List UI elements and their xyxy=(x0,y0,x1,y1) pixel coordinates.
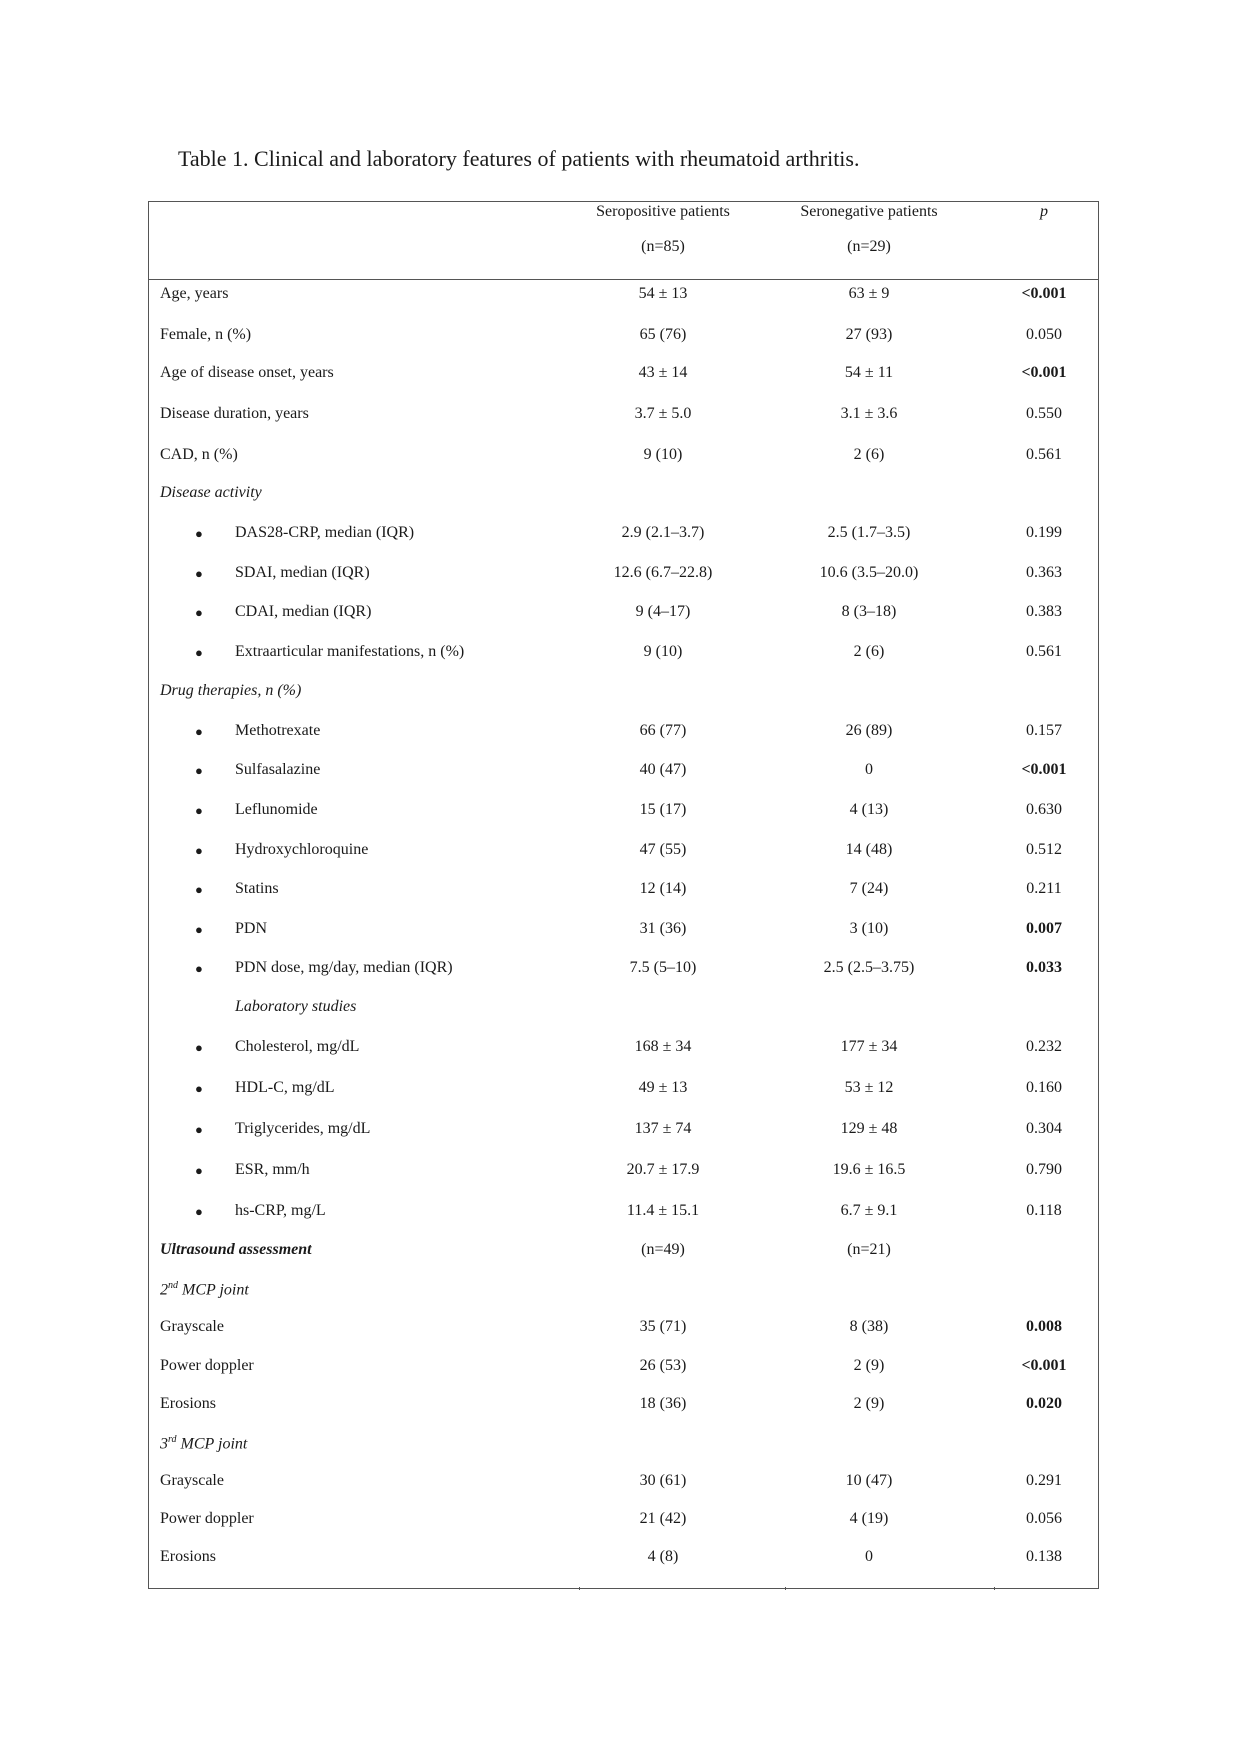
bullet-icon: ● xyxy=(195,566,203,581)
seropositive-value: 66 (77) xyxy=(639,722,687,739)
table-row xyxy=(149,920,1098,944)
bullet-icon: ● xyxy=(195,605,203,620)
seronegative-value: 0 xyxy=(865,1548,873,1565)
seronegative-value: 6.7 ± 9.1 xyxy=(840,1202,898,1219)
bullet-icon: ● xyxy=(195,1040,203,1055)
col-header-seronegative-n: (n=29) xyxy=(847,238,891,255)
table-row xyxy=(149,1161,1098,1185)
table-row xyxy=(149,564,1098,588)
seronegative-value: 53 ± 12 xyxy=(844,1079,894,1096)
seronegative-value: 7 (24) xyxy=(849,880,889,897)
seropositive-value: 15 (17) xyxy=(639,801,687,818)
table-row xyxy=(149,524,1098,548)
bullet-icon: ● xyxy=(195,803,203,818)
table-row xyxy=(149,364,1098,388)
row-label: Hydroxychloroquine xyxy=(235,841,369,858)
bullet-icon: ● xyxy=(195,645,203,660)
seronegative-value: 2.5 (2.5–3.75) xyxy=(823,959,915,976)
column-tick xyxy=(994,1587,995,1590)
p-value: 0.033 xyxy=(1026,959,1062,976)
row-label: 2nd MCP joint xyxy=(160,1280,249,1299)
row-label: CAD, n (%) xyxy=(160,446,238,463)
table-row xyxy=(149,1318,1098,1342)
seronegative-value: 129 ± 48 xyxy=(840,1120,898,1137)
seronegative-value: 63 ± 9 xyxy=(848,285,890,302)
seronegative-value: 177 ± 34 xyxy=(840,1038,898,1055)
seronegative-value: 10 (47) xyxy=(845,1472,893,1489)
row-label: Sulfasalazine xyxy=(235,761,321,778)
table-row xyxy=(149,326,1098,350)
col-header-p xyxy=(994,202,1094,232)
table-row xyxy=(149,405,1098,429)
table-row xyxy=(149,998,1098,1022)
seropositive-value: 65 (76) xyxy=(639,326,687,343)
row-label: Age of disease onset, years xyxy=(160,364,334,381)
seronegative-value: 8 (38) xyxy=(849,1318,889,1335)
seropositive-value: 20.7 ± 17.9 xyxy=(626,1161,700,1178)
seropositive-value: 2.9 (2.1–3.7) xyxy=(621,524,705,541)
seronegative-value: 2 (9) xyxy=(853,1395,885,1412)
header-separator xyxy=(149,279,1098,280)
table-row xyxy=(149,841,1098,865)
p-value: 0.160 xyxy=(1026,1079,1062,1096)
col-header-p-label: p xyxy=(1040,203,1048,220)
seronegative-value: 19.6 ± 16.5 xyxy=(832,1161,906,1178)
seropositive-value: 12 (14) xyxy=(639,880,687,897)
row-label: Age, years xyxy=(160,285,229,302)
seropositive-value: 21 (42) xyxy=(639,1510,687,1527)
col-header-seronegative-title: Seronegative patients xyxy=(800,203,938,220)
row-label: Female, n (%) xyxy=(160,326,252,343)
seronegative-value: 26 (89) xyxy=(845,722,893,739)
seropositive-value: 3.7 ± 5.0 xyxy=(634,405,692,422)
p-value: 0.512 xyxy=(1026,841,1062,858)
seronegative-value: (n=21) xyxy=(847,1241,891,1258)
p-value: 0.007 xyxy=(1026,920,1062,937)
bullet-icon: ● xyxy=(195,763,203,778)
bullet-icon: ● xyxy=(195,922,203,937)
seropositive-value: 9 (10) xyxy=(643,446,683,463)
p-value: 0.383 xyxy=(1026,603,1062,620)
table-row xyxy=(149,603,1098,627)
row-label: Ultrasound assessment xyxy=(160,1241,312,1258)
bullet-icon: ● xyxy=(195,961,203,976)
row-label: Triglycerides, mg/dL xyxy=(235,1120,371,1137)
table-row xyxy=(149,1120,1098,1144)
p-value: 0.050 xyxy=(1026,326,1062,343)
seronegative-value: 4 (13) xyxy=(849,801,889,818)
row-label: PDN xyxy=(235,920,268,937)
seronegative-value: 10.6 (3.5–20.0) xyxy=(819,564,919,581)
row-label: HDL-C, mg/dL xyxy=(235,1079,335,1096)
row-label: Methotrexate xyxy=(235,722,321,739)
p-value: <0.001 xyxy=(1021,285,1067,302)
row-label: Grayscale xyxy=(160,1472,224,1489)
bullet-icon: ● xyxy=(195,1204,203,1219)
row-label: Grayscale xyxy=(160,1318,224,1335)
p-value: 0.790 xyxy=(1026,1161,1062,1178)
bullet-icon: ● xyxy=(195,1163,203,1178)
row-label: Leflunomide xyxy=(235,801,318,818)
seropositive-value: 47 (55) xyxy=(639,841,687,858)
p-value: 0.211 xyxy=(1026,880,1062,897)
table-row xyxy=(149,1038,1098,1062)
table-row xyxy=(149,446,1098,470)
table-row xyxy=(149,880,1098,904)
p-value: <0.001 xyxy=(1021,1357,1067,1374)
seronegative-value: 2 (6) xyxy=(853,446,885,463)
bullet-icon: ● xyxy=(195,724,203,739)
seropositive-value: (n=49) xyxy=(641,1241,685,1258)
seropositive-value: 11.4 ± 15.1 xyxy=(626,1202,700,1219)
seropositive-value: 9 (4–17) xyxy=(635,603,691,620)
row-label: Cholesterol, mg/dL xyxy=(235,1038,360,1055)
seropositive-value: 30 (61) xyxy=(639,1472,687,1489)
table-row xyxy=(149,1548,1098,1572)
table-row xyxy=(149,1079,1098,1103)
row-label: Drug therapies, n (%) xyxy=(160,682,302,699)
table-row xyxy=(149,1357,1098,1381)
row-label: DAS28-CRP, median (IQR) xyxy=(235,524,415,541)
p-value: 0.199 xyxy=(1026,524,1062,541)
row-label: SDAI, median (IQR) xyxy=(235,564,370,581)
seronegative-value: 2 (9) xyxy=(853,1357,885,1374)
seropositive-value: 40 (47) xyxy=(639,761,687,778)
column-tick xyxy=(579,1587,580,1590)
row-label: Erosions xyxy=(160,1395,216,1412)
p-value: 0.561 xyxy=(1026,446,1062,463)
bullet-icon: ● xyxy=(195,1081,203,1096)
seronegative-value: 27 (93) xyxy=(845,326,893,343)
p-value: 0.630 xyxy=(1026,801,1062,818)
col-header-seropositive xyxy=(579,202,747,272)
p-value: 0.157 xyxy=(1026,722,1062,739)
table-row xyxy=(149,1241,1098,1265)
seronegative-value: 14 (48) xyxy=(845,841,893,858)
table-row xyxy=(149,801,1098,825)
p-value: 0.020 xyxy=(1026,1395,1062,1412)
seropositive-value: 18 (36) xyxy=(639,1395,687,1412)
col-header-seropositive-n: (n=85) xyxy=(641,238,685,255)
table-row xyxy=(149,722,1098,746)
seropositive-value: 54 ± 13 xyxy=(638,285,688,302)
seronegative-value: 2 (6) xyxy=(853,643,885,660)
seronegative-value: 3.1 ± 3.6 xyxy=(840,405,898,422)
p-value: 0.118 xyxy=(1026,1202,1062,1219)
row-label: Power doppler xyxy=(160,1357,254,1374)
p-value: <0.001 xyxy=(1021,761,1067,778)
row-label: 3rd MCP joint xyxy=(160,1434,248,1453)
table-row xyxy=(149,643,1098,667)
seropositive-value: 168 ± 34 xyxy=(634,1038,692,1055)
seropositive-value: 31 (36) xyxy=(639,920,687,937)
seropositive-value: 12.6 (6.7–22.8) xyxy=(613,564,713,581)
p-value: 0.232 xyxy=(1026,1038,1062,1055)
row-label: Disease duration, years xyxy=(160,405,309,422)
table-row xyxy=(149,761,1098,785)
table-row xyxy=(149,682,1098,706)
row-label: Extraarticular manifestations, n (%) xyxy=(235,643,465,660)
seropositive-value: 4 (8) xyxy=(647,1548,679,1565)
seropositive-value: 49 ± 13 xyxy=(638,1079,688,1096)
row-label: Laboratory studies xyxy=(235,998,357,1015)
seronegative-value: 2.5 (1.7–3.5) xyxy=(827,524,911,541)
p-value: 0.008 xyxy=(1026,1318,1062,1335)
seropositive-value: 35 (71) xyxy=(639,1318,687,1335)
p-value: 0.363 xyxy=(1026,564,1062,581)
seropositive-value: 26 (53) xyxy=(639,1357,687,1374)
col-header-seropositive-title: Seropositive patients xyxy=(596,203,730,220)
p-value: 0.056 xyxy=(1026,1510,1062,1527)
row-label: CDAI, median (IQR) xyxy=(235,603,372,620)
table-row xyxy=(149,1202,1098,1226)
table-row xyxy=(149,1510,1098,1534)
table-row xyxy=(149,1395,1098,1419)
p-value: 0.291 xyxy=(1026,1472,1062,1489)
table-row xyxy=(149,959,1098,983)
row-label: Statins xyxy=(235,880,279,897)
column-tick xyxy=(785,1587,786,1590)
row-label: Power doppler xyxy=(160,1510,254,1527)
seronegative-value: 4 (19) xyxy=(849,1510,889,1527)
table-row xyxy=(149,1472,1098,1496)
bullet-icon: ● xyxy=(195,882,203,897)
table-row xyxy=(149,1280,1098,1304)
seropositive-value: 137 ± 74 xyxy=(634,1120,692,1137)
p-value: 0.304 xyxy=(1026,1120,1062,1137)
p-value: 0.550 xyxy=(1026,405,1062,422)
seronegative-value: 3 (10) xyxy=(849,920,889,937)
seronegative-value: 8 (3–18) xyxy=(841,603,897,620)
p-value: 0.561 xyxy=(1026,643,1062,660)
seropositive-value: 7.5 (5–10) xyxy=(629,959,697,976)
seropositive-value: 43 ± 14 xyxy=(638,364,688,381)
row-label: PDN dose, mg/day, median (IQR) xyxy=(235,959,453,976)
data-table xyxy=(148,201,1099,1589)
p-value: <0.001 xyxy=(1021,364,1067,381)
bullet-icon: ● xyxy=(195,843,203,858)
p-value: 0.138 xyxy=(1026,1548,1062,1565)
table-row xyxy=(149,285,1098,309)
seronegative-value: 0 xyxy=(865,761,873,778)
table-caption: Table 1. Clinical and laboratory features of patients with rheumatoid arthritis. xyxy=(178,146,860,171)
row-label: ESR, mm/h xyxy=(235,1161,310,1178)
seropositive-value: 9 (10) xyxy=(643,643,683,660)
table-row xyxy=(149,1434,1098,1458)
row-label: hs-CRP, mg/L xyxy=(235,1202,326,1219)
bullet-icon: ● xyxy=(195,1122,203,1137)
seronegative-value: 54 ± 11 xyxy=(844,364,894,381)
row-label: Disease activity xyxy=(160,484,262,501)
row-label: Erosions xyxy=(160,1548,216,1565)
col-header-seronegative xyxy=(785,202,953,272)
bullet-icon: ● xyxy=(195,526,203,541)
table-row xyxy=(149,484,1098,508)
